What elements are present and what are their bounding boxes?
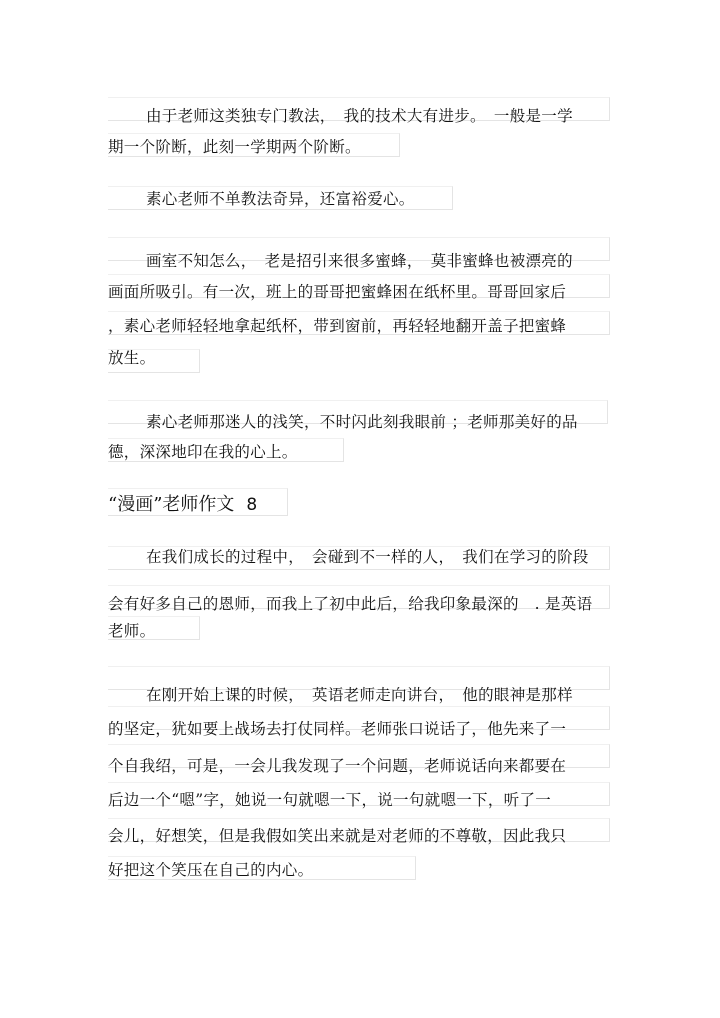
heading-text: “漫画”老师作文 [108, 494, 235, 515]
heading-number: 8 [246, 495, 258, 515]
paragraph-line: 素心老师那迷人的浅笑，不时闪此刻我眼前 ；老师那美好的品 [146, 413, 578, 431]
paragraph-line: 个自我绍，可是，一会儿我发现了一个问题，老师说话向来都要在 [108, 757, 567, 775]
paragraph-line: 期一个阶断，此刻一学期两个阶断。 [108, 138, 361, 156]
paragraph-line: 放生。 [108, 349, 156, 367]
essay-heading [108, 489, 257, 521]
paragraph-line: 画室不知怎么， 老是招引来很多蜜蜂， 莫非蜜蜂也被漂亮的 [146, 252, 573, 270]
paragraph-line: 会有好多自己的恩师，而我上了初中此后，给我印象最深的 . 是英语 [108, 595, 593, 613]
paragraph-line: ，素心老师轻轻地拿起纸杯，带到窗前，再轻轻地翻开盖子把蜜蜂 [108, 317, 567, 335]
paragraph-line: 在刚开始上课的时候， 英语老师走向讲台， 他的眼神是那样 [146, 686, 573, 704]
paragraph-line: 在我们成长的过程中， 会碰到不一样的人， 我们在学习的阶段 [146, 548, 589, 566]
paragraph-line: 老师。 [108, 622, 156, 640]
paragraph-line: 的坚定，犹如要上战场去打仗同样。老师张口说话了，他先来了一 [108, 720, 567, 738]
paragraph-line: 后边一个“嗯”字，她说一句就嗯一下，说一句就嗯一下，听了一 [108, 791, 552, 809]
paragraph-line: 会儿，好想笑，但是我假如笑出来就是对老师的不尊敬，因此我只 [108, 827, 567, 845]
paragraph-line: 好把这个笑压在自己的内心。 [108, 861, 314, 879]
paragraph-line: 德，深深地印在我的心上。 [108, 443, 298, 461]
paragraph-line: 画面所吸引。有一次，班上的哥哥把蜜蜂困在纸杯里。哥哥回家后 [108, 283, 567, 301]
paragraph-line: 素心老师不单教法奇异，还富裕爱心。 [146, 190, 415, 208]
paragraph-line: 由于老师这类独专门教法， 我的技术大有进步。 一般是一学 [146, 107, 573, 125]
